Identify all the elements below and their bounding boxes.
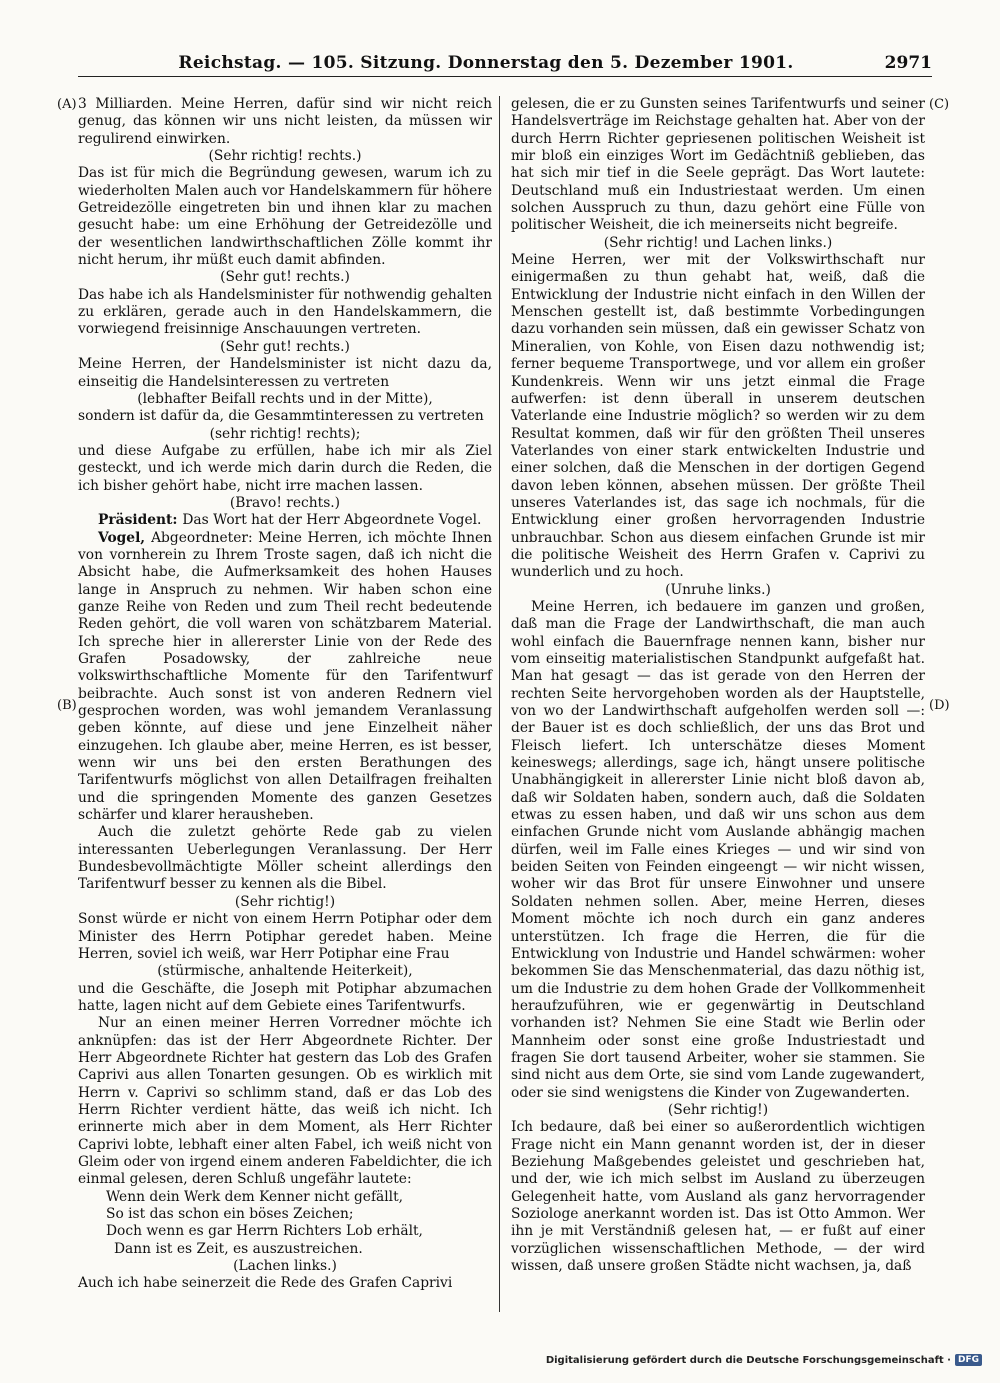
paragraph-text: Auch ich habe seinerzeit die Rede des Grafen Caprivi [78,1275,453,1292]
paragraph [78,530,492,825]
margin-marker-c: (C) [929,97,950,112]
paragraph [78,165,492,269]
paragraph [78,911,492,963]
right-column [511,96,925,1275]
paragraph-text: Nur an einen meiner Herren Vorredner möchte ich anknüpfen: das ist der Herr Abgeordnete Richter. Der Herr Abgeordnete Richter hat gestern das Lob des Grafen Caprivi aus allen Tonarten gesungen. Ob es wirklich mit Herrn v. Caprivi so schlimm stand, daß er das Lob des Herrn Richter verdient hätte, das weiß ich nicht. Ich erinnerte mich aber in dem Moment, als Herr Richter Caprivi lobte, lebhaft einer alten Fabel, ich weiß nicht von Gleim oder von irgend einem anderen Fabeldichter, die ich einmal gelesen, deren Schluß ungefähr lautete: [78,1015,492,1188]
paragraph [78,408,492,425]
paragraph-text: (sehr richtig! rechts); [209,425,361,442]
interjection [511,582,925,599]
running-header [40,53,932,75]
paragraph-text: Ich bedaure, daß bei einer so außerordentlich wichtigen Frage nicht ein Mann genannt worden ist, der in dieser Beziehung Maßgebendes geleistet und geschrieben hat, und der, wie ich mich selbst im Ausland zu überzeugen Gelegenheit hatte, vom Ausland als ganz hervorragender Soziologe anerkannt worden ist. Das ist Otto Ammon. Wer ihn je mit Verständniß gelesen hat, — er fußt auf einer vorzüglichen wissenschaftlichen Methode, — der wird wissen, daß unsere großen Städte nicht wachsen, ja, daß [511,1119,925,1275]
verse-line [78,1206,492,1223]
paragraph-text: sondern ist dafür da, die Gesammtinteressen zu vertreten [78,408,484,425]
paragraph-text: Meine Herren, wer mit der Volkswirthschaft nur einigermaßen zu thun gehabt hat, weiß, daß die Entwicklung der Industrie nicht einfach in den Willen der Menschen gestellt ist, daß bestimmte Vorbedingungen dazu vorhanden sein müssen, daß ein gewisser Schatz von Mineralien, von Kohle, von Eisen dazu nothwendig ist; ferner bequeme Transportwege, und vor allem ein großer Kundenkreis. Wenn wir uns jetzt einmal die Frage aufwerfen: ist denn überall in unserem deutschen Vaterlande eine Industrie möglich? so werden wir zu dem Resultat kommen, daß wir für den größten Theil unseres Vaterlandes von einer stark entwickelten Industrie und einer solchen, daß die Menschen in der dortigen Gegend davon leben können, absehen müssen. Der größte Theil unseres Vaterlandes ist, das sage ich nochmals, für die Entwicklung einer großen hervorragenden Industrie unbrauchbar. Schon aus diesem einfachen Grunde ist mir die politische Weisheit des Herrn Grafen v. Caprivi zu wunderlich und zu hoch. [511,252,925,581]
margin-marker-d: (D) [929,698,950,713]
header-rule [78,76,932,77]
paragraph-text: 3 Milliarden. Meine Herren, dafür sind wir nicht reich genug, das können wir uns nicht leisten, da müssen wir regulirend einwirken. [78,96,492,147]
interjection [78,1258,492,1275]
paragraph-text: (Bravo! rechts.) [229,494,341,511]
interjection [78,426,492,443]
paragraph [78,356,492,391]
interjection [78,391,492,408]
paragraph-text: (Sehr gut! rechts.) [220,269,350,286]
paragraph-text: So ist das schon ein böses Zeichen; [106,1206,354,1222]
paragraph-text: und die Geschäfte, die Joseph mit Potiphar abzumachen hatte, lagen nicht auf dem Gebiete eines Tarifentwurfs. [78,980,492,1014]
paragraph-text: Das Wort hat der Herr Abgeordnete Vogel. [182,512,482,529]
paragraph [78,512,492,529]
margin-marker-b: (B) [57,698,77,713]
speaker-label: Präsident: [98,512,183,529]
paragraph [78,443,492,495]
verse-line [78,1223,492,1240]
paragraph [78,96,492,148]
paragraph-text: Das ist für mich die Begründung gewesen, warum ich zu wiederholten Malen auch vor Handelskammern für höhere Getreidezölle eingetreten bin und ihnen klar zu machen gesucht habe: um eine Erhöhung der Getreidezölle und der wesentlichen landwirthschaftlichen Zölle kommt ihr nicht herum, ihr müßt euch damit abfinden. [78,165,492,269]
left-column [78,96,492,1293]
footer-credit [546,1354,982,1366]
interjection [78,148,492,165]
verse-line [78,1189,492,1206]
paragraph-text: gelesen, die er zu Gunsten seines Tarifentwurfs und seiner Handelsverträge im Reichstage gehalten hat. Aber von der durch Herrn Richter gepriesenen politischen Weisheit ist mir bloß ein einziges Wort im Gedächtniß geblieben, das hat sich mir tief in die Seele geprägt. Das Wort lautete: Deutschland muß ein Industriestaat werden. Um einen solchen Ausspruch zu thun, dazu gehört eine Fülle von politischer Weisheit, die ich meinerseits nicht begreife. [511,96,925,234]
paragraph-text: (Unruhe links.) [665,581,771,598]
page-number: 2971 [884,53,932,73]
paragraph-text: Meine Herren, der Handelsminister ist nicht dazu da, einseitig die Handelsinteressen zu vertreten [78,356,492,390]
paragraph [78,824,492,893]
paragraph-text: Dann ist es Zeit, es auszustreichen. [114,1240,363,1257]
paragraph-text: (lebhafter Beifall rechts und in der Mitte), [137,390,433,407]
paragraph-text: (Sehr gut! rechts.) [220,338,350,355]
column-divider [499,96,500,1312]
interjection [78,963,492,980]
paragraph-text: (Sehr richtig!) [234,893,336,910]
paragraph [78,1275,492,1292]
footer-text: Digitalisierung gefördert durch die Deutsche Forschungsgemeinschaft · [545,1354,951,1366]
interjection [78,269,492,286]
interjection [511,235,925,252]
interjection [511,1102,925,1119]
paragraph [511,96,925,235]
page-title: Reichstag. — 105. Sitzung. Donnerstag den 5. Dezember 1901. [178,53,794,73]
dfg-logo: DFG [955,1354,982,1366]
speaker-label: Vogel, [98,529,152,546]
paragraph [78,1015,492,1188]
interjection [78,894,492,911]
paragraph [511,1119,925,1275]
paragraph-text: Sonst würde er nicht von einem Herrn Potiphar oder dem Minister des Herrn Potiphar geredet haben. Meine Herren, soviel ich weiß, war Herr Potiphar eine Frau [78,911,492,962]
paragraph-text: (stürmische, anhaltende Heiterkeit), [157,963,413,980]
interjection [78,339,492,356]
margin-marker-a: (A) [57,97,77,112]
paragraph-text: und diese Aufgabe zu erfüllen, habe ich mir als Ziel gesteckt, und ich werde mich darin durch die Reden, die ich bisher gehört habe, nicht irre machen lassen. [78,442,492,494]
paragraph-text: (Sehr richtig! rechts.) [208,148,362,165]
paragraph-text: Abgeordneter: Meine Herren, ich möchte Ihnen von vornherein zu Ihrem Troste sagen, daß ich nicht die Absicht habe, die Aufmerksamkeit des hohen Hauses lange in Anspruch zu nehmen. Wir haben schon eine ganze Reihe von Reden und zum Theil recht bedeutende Reden gehört, die voll waren von schätzbarem Material. Ich spreche hier in allererster Linie von der Rede des Grafen Posadowsky, der zahlreiche neue volkswirthschaftliche Momente für den Tarifentwurf beibrachte. Auch sonst ist von anderen Rednern viel gesprochen worden, was wohl jemandem Veranlassung geben könnte, auf diese und jene Einzelheit näher einzugehen. Ich glaube aber, meine Herren, es ist besser, wenn wir uns bei den ersten Berathungen des Tarifentwurfs möglichst von allen Detailfragen freihalten und die springenden Momente des ganzen Gesetzes schärfer und klarer herausheben. [78,529,492,824]
paragraph-text: Das habe ich als Handelsminister für nothwendig gehalten zu erklären, gerade auch in den Handelskammern, die vorwiegend freisinnige Anschauungen vertreten. [78,286,492,338]
paragraph-text: (Sehr richtig!) [667,1101,769,1118]
paragraph [511,252,925,582]
interjection [78,495,492,512]
paragraph-text: (Lachen links.) [233,1258,337,1275]
paragraph [511,599,925,1102]
paragraph-text: Auch die zuletzt gehörte Rede gab zu vielen interessanten Ueberlegungen Veranlassung. Der Herr Bundesbevollmächtigte Möller scheint allerdings den Tarifentwurf besser zu kennen als die Bibel. [78,824,492,893]
paragraph-text: Meine Herren, ich bedauere im ganzen und großen, daß man die Frage der Landwirthschaft, die man auch wohl einfach die Bauernfrage nennen kann, bisher nur vom einseitig materialistischen Standpunkt aufgefaßt hat. Man hat gesagt — das ist gerade von den Herren der rechten Seite hervorgehoben worden als der Hauptstelle, von wo der Landwirthschaft aufgeholfen werden soll —: der Bauer ist es doch schließlich, der uns das Brot und Fleisch liefert. Ich unterschätze dieses Moment keineswegs; allerdings, sage ich, hängt unsere politische Unabhängigkeit in allererster Linie nicht bloß davon ab, daß wir Soldaten haben, sondern auch, daß die Soldaten etwas zu essen haben, und daß wir uns schon aus dem einfachen Grunde nicht vom Auslande abhängig machen dürfen, weil im Falle eines Krieges — und wir sind von beiden Seiten von Feinden eingeengt — wir nicht wissen, woher wir das Brot für unsere Einwohner und unsere Soldaten nehmen sollen. Aber, meine Herren, dieses Moment möchte ich noch durch ein ganz anderes unterstützen. Ich frage die Herren, die für die Entwicklung von Industrie und Handel schwärmen: woher bekommen Sie das Menschenmaterial, das dazu nöthig ist, um die Industrie zu dem hohen Grade der Vollkommenheit heraufzuführen, wie er gegenwärtig in Deutschland vorhanden ist? Nehmen Sie eine Stadt wie Berlin oder Mannheim oder sonst eine große Industriestadt und fragen Sie dort tausend Arbeiter, woher sie stammen. Sie sind nicht aus dem Orte, sie sind vom Lande zugewandert, oder sie sind wenigstens die Kinder von Zugewanderten. [511,598,925,1101]
paragraph-text: (Sehr richtig! und Lachen links.) [603,234,833,251]
paragraph-text: Doch wenn es gar Herrn Richters Lob erhält, [106,1223,423,1240]
paragraph [78,981,492,1016]
verse-line [78,1241,492,1258]
paragraph-text: Wenn dein Werk dem Kenner nicht gefällt, [106,1188,404,1205]
paragraph [78,287,492,339]
